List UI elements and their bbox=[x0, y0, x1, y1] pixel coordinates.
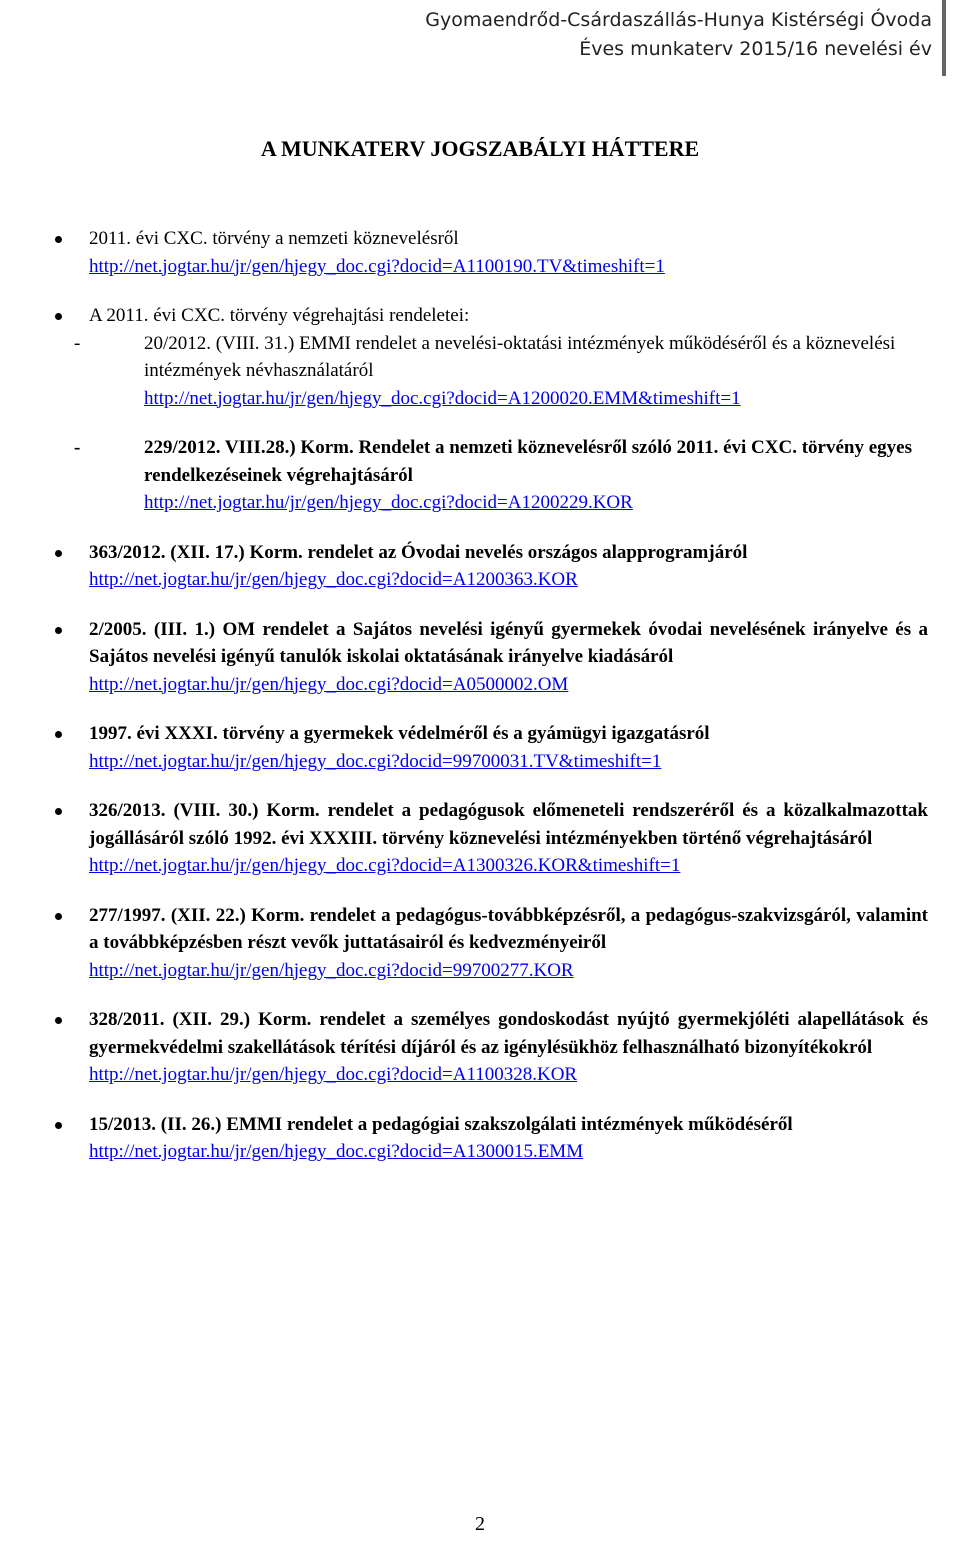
item-link[interactable]: http://net.jogtar.hu/jr/gen/hjegy_doc.cgi?docid=A0500002.OM bbox=[89, 673, 569, 695]
header-plan-title: Éves munkaterv 2015/16 nevelési év bbox=[579, 38, 932, 60]
bullet-icon bbox=[55, 627, 62, 634]
list-item bbox=[0, 797, 960, 880]
item-text: 328/2011. (XII. 29.) Korm. rendelet a személyes gondoskodást nyújtó gyermekjóléti alapellátások és gyermekvédelmi szakellátások térítési díjáról és az igénylésükhöz felhasználható bizonyítékokról bbox=[89, 1009, 928, 1058]
list-item bbox=[0, 539, 960, 594]
bullet-icon bbox=[55, 236, 62, 243]
item-link[interactable]: http://net.jogtar.hu/jr/gen/hjegy_doc.cgi?docid=A1100328.KOR bbox=[89, 1064, 578, 1085]
bullet-icon bbox=[55, 913, 62, 920]
item-text: 326/2013. (VIII. 30.) Korm. rendelet a pedagógusok előmeneteli rendszeréről és a közalkalmazottak jogállásáról szóló 1992. évi XXXIII. törvény köznevelési intézményekben történő végrehajtásáról bbox=[89, 800, 928, 849]
sub-item bbox=[72, 434, 928, 517]
sub-item-link[interactable]: http://net.jogtar.hu/jr/gen/hjegy_doc.cgi?docid=A1200229.KOR bbox=[144, 492, 633, 513]
item-text: 277/1997. (XII. 22.) Korm. rendelet a pedagógus-továbbképzésről, a pedagógus-szakvizsgáról, valamint a továbbképzésben részt vevők juttatásairól és kedvezményeiről bbox=[89, 904, 928, 953]
page-number: 2 bbox=[475, 1513, 485, 1535]
bullet-icon bbox=[55, 731, 62, 738]
item-text: 2/2005. (III. 1.) OM rendelet a Sajátos nevelési igényű gyermekek óvodai nevelésének irányelve és a Sajátos nevelési igényű tanulók iskolai oktatásának irányelve kiadásáról bbox=[89, 618, 928, 667]
item-link[interactable]: http://net.jogtar.hu/jr/gen/hjegy_doc.cgi?docid=A1100190.TV&timeshift=1 bbox=[89, 255, 665, 277]
header-institution: Gyomaendrőd-Csárdaszállás-Hunya Kistérségi Óvoda bbox=[425, 9, 932, 31]
bullet-icon bbox=[55, 1122, 62, 1129]
list-item bbox=[0, 902, 960, 985]
sub-item-link[interactable]: http://net.jogtar.hu/jr/gen/hjegy_doc.cgi?docid=A1200020.EMM&timeshift=1 bbox=[144, 387, 741, 409]
legal-list bbox=[0, 225, 960, 1166]
item-text: A 2011. évi CXC. törvény végrehajtási rendeletei: bbox=[89, 305, 470, 326]
item-link[interactable]: http://net.jogtar.hu/jr/gen/hjegy_doc.cgi?docid=99700277.KOR bbox=[89, 959, 574, 981]
dash-marker: - bbox=[74, 437, 81, 458]
header-rule bbox=[942, 0, 946, 76]
bullet-icon bbox=[55, 1017, 62, 1024]
list-item bbox=[0, 1111, 960, 1166]
bullet-icon bbox=[55, 808, 62, 815]
item-text: 2011. évi CXC. törvény a nemzeti köznevelésről bbox=[89, 228, 459, 249]
list-item bbox=[0, 616, 960, 699]
item-link[interactable]: http://net.jogtar.hu/jr/gen/hjegy_doc.cgi?docid=A1300015.EMM bbox=[89, 1141, 584, 1162]
page-header bbox=[332, 6, 932, 64]
item-text: 363/2012. (XII. 17.) Korm. rendelet az Óvodai nevelés országos alapprogramjáról bbox=[89, 541, 748, 563]
sub-item-text: 20/2012. (VIII. 31.) EMMI rendelet a nevelési-oktatási intézmények működéséről és a köznevelési intézmények névhasználatáról bbox=[144, 332, 896, 381]
item-link[interactable]: http://net.jogtar.hu/jr/gen/hjegy_doc.cgi?docid=A1200363.KOR bbox=[89, 569, 578, 590]
page-title: A MUNKATERV JOGSZABÁLYI HÁTTERE bbox=[260, 136, 700, 161]
item-link[interactable]: http://net.jogtar.hu/jr/gen/hjegy_doc.cgi?docid=A1300326.KOR&timeshift=1 bbox=[89, 855, 681, 876]
bullet-icon bbox=[55, 550, 62, 557]
list-item bbox=[0, 225, 960, 280]
list-item bbox=[0, 720, 960, 775]
sub-item-text: 229/2012. VIII.28.) Korm. Rendelet a nemzeti köznevelésről szóló 2011. évi CXC. törvény egyes rendelkezéseinek végrehajtásáról bbox=[144, 437, 912, 486]
sub-item bbox=[72, 330, 928, 413]
dash-marker: - bbox=[74, 332, 81, 354]
item-text: 15/2013. (II. 26.) EMMI rendelet a pedagógiai szakszolgálati intézmények működéséről bbox=[89, 1113, 793, 1135]
bullet-icon bbox=[55, 313, 62, 320]
list-item bbox=[0, 302, 960, 517]
item-text: 1997. évi XXXI. törvény a gyermekek védelméről és a gyámügyi igazgatásról bbox=[89, 723, 710, 744]
list-item bbox=[0, 1006, 960, 1089]
item-link[interactable]: http://net.jogtar.hu/jr/gen/hjegy_doc.cgi?docid=99700031.TV&timeshift=1 bbox=[89, 750, 662, 772]
